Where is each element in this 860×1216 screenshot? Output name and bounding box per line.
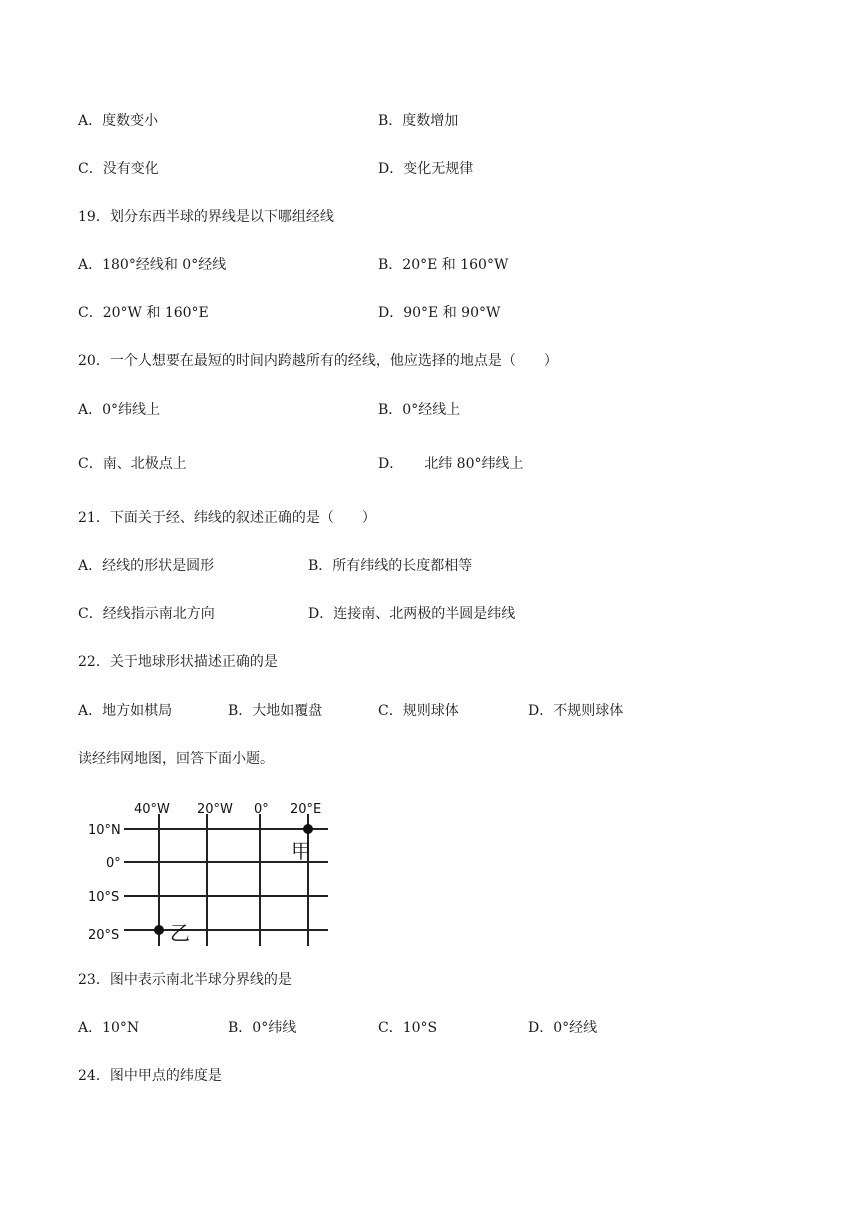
q20-option-d: D． 北纬 80°纬线上 <box>378 456 524 472</box>
q18-option-d: D．变化无规律 <box>378 161 474 177</box>
q18-option-a: A．度数变小 <box>78 113 159 129</box>
point-jia-label: 甲 <box>291 839 311 863</box>
q21-option-c: C．经线指示南北方向 <box>78 606 215 622</box>
q19-option-c: C．20°W 和 160°E <box>78 305 209 321</box>
q19-stem: 19．划分东西半球的界线是以下哪组经线 <box>78 209 334 225</box>
q19-option-b: B．20°E 和 160°W <box>378 257 509 273</box>
q23-stem: 23．图中表示南北半球分界线的是 <box>78 972 292 988</box>
longitude-label-0: 0° <box>254 802 269 817</box>
q22-option-c: C．规则球体 <box>378 703 459 719</box>
reading-prompt: 读经纬网地图，回答下面小题。 <box>78 751 274 767</box>
latitude-label-10n: 10°N <box>88 823 121 838</box>
latitude-label-10s: 10°S <box>88 890 120 905</box>
q23-option-b: B．0°纬线 <box>228 1020 297 1036</box>
q23-option-d: D．0°经线 <box>528 1020 598 1036</box>
q19-option-d: D．90°E 和 90°W <box>378 305 501 321</box>
q22-option-d: D．不规则球体 <box>528 703 624 719</box>
q20-option-a: A．0°纬线上 <box>78 402 161 418</box>
point-yi-marker <box>154 925 164 935</box>
q23-option-c: C．10°S <box>378 1020 438 1036</box>
q20-option-c: C．南、北极点上 <box>78 456 187 472</box>
graticule-figure <box>84 800 334 950</box>
q22-option-b: B．大地如覆盘 <box>228 703 323 719</box>
longitude-label-20e: 20°E <box>290 802 322 817</box>
q20-stem: 20．一个人想要在最短的时间内跨越所有的经线，他应选择的地点是（ ） <box>78 353 558 369</box>
longitude-label-40w: 40°W <box>134 802 170 817</box>
q21-stem: 21．下面关于经、纬线的叙述正确的是（ ） <box>78 510 376 526</box>
q23-option-a: A．10°N <box>78 1020 140 1036</box>
point-yi-label: 乙 <box>170 921 190 945</box>
longitude-label-20w: 20°W <box>197 802 233 817</box>
q21-option-a: A．经线的形状是圆形 <box>78 558 215 574</box>
q20-option-b: B．0°经线上 <box>378 402 461 418</box>
q18-option-c: C．没有变化 <box>78 161 159 177</box>
latitude-label-0: 0° <box>106 856 121 871</box>
latitude-label-20s: 20°S <box>88 928 120 943</box>
q19-option-a: A．180°经线和 0°经线 <box>78 257 227 273</box>
q21-option-b: B．所有纬线的长度都相等 <box>308 558 473 574</box>
q21-option-d: D．连接南、北两极的半圆是纬线 <box>308 606 516 622</box>
point-jia-marker <box>303 824 313 834</box>
q22-stem: 22．关于地球形状描述正确的是 <box>78 654 278 670</box>
q18-option-b: B．度数增加 <box>378 113 459 129</box>
q22-option-a: A．地方如棋局 <box>78 703 173 719</box>
q24-stem: 24．图中甲点的纬度是 <box>78 1068 222 1084</box>
